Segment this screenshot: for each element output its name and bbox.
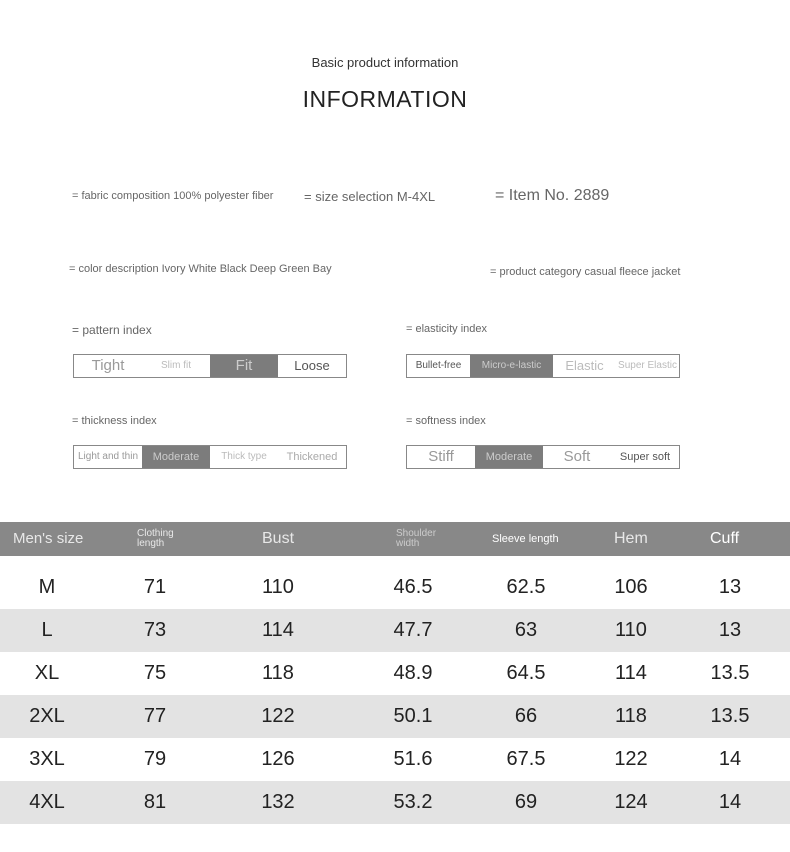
table-cell: 14 [718,791,742,813]
table-cell: 75 [143,662,167,684]
scale-option: Slim fit [161,360,191,371]
table-cell: 106 [614,576,648,598]
column-header: Bust [262,530,295,547]
column-header: Sleeve length [492,533,559,545]
table-row [0,609,790,652]
scale-option: Super Elastic [618,360,677,371]
color-info: = color description Ivory White Black Deep Green Bay [69,263,332,275]
table-cell: 4XL [29,791,65,813]
table-cell: 126 [261,748,295,770]
page-title: INFORMATION [302,86,468,112]
table-cell: 48.9 [393,662,433,684]
scale-option: Tight [91,357,125,374]
table-cell: 46.5 [393,576,433,598]
table-cell: 47.7 [393,619,433,641]
table-cell: 3XL [29,748,65,770]
scale-option: Elastic [565,358,604,373]
scale-option-selected: Micro-e-lastic [470,355,553,377]
table-cell: 67.5 [506,748,546,770]
scale-option: Soft [563,448,591,465]
softness-index-label: = softness index [406,415,486,427]
size-info: = size selection M-4XL [304,189,436,204]
table-cell: 63 [514,619,538,641]
column-header: Clothing length [137,528,174,549]
elasticity-index-scale [406,354,680,378]
scale-option: Super soft [619,451,671,463]
table-cell: 66 [514,705,538,727]
table-cell: 14 [718,748,742,770]
table-cell: 64.5 [506,662,546,684]
scale-option: Loose [294,358,330,373]
scale-option: Thick type [221,451,267,462]
thickness-index-scale [73,445,347,469]
table-cell: 50.1 [393,705,433,727]
scale-option-selected: Moderate [475,446,543,468]
table-cell: 13 [718,619,742,641]
elasticity-index-label: = elasticity index [406,323,488,335]
scale-option-selected: Moderate [142,446,210,468]
category-info: = product category casual fleece jacket [490,266,681,278]
column-header: Cuff [710,530,740,547]
scale-option: Thickened [286,451,338,463]
table-cell: 81 [143,791,167,813]
table-cell: 71 [143,576,167,598]
table-cell: 13 [718,576,742,598]
table-cell: 122 [261,705,295,727]
table-cell: 114 [262,619,294,641]
scale-option: Bullet-free [415,360,462,371]
thickness-index-label: = thickness index [72,415,157,427]
table-row [0,738,790,781]
scale-option: Stiff [428,448,454,465]
table-cell: 2XL [29,705,65,727]
table-cell: 122 [614,748,648,770]
table-row [0,652,790,695]
table-cell: 51.6 [393,748,433,770]
table-cell: 118 [615,705,647,727]
table-cell: 79 [143,748,167,770]
pattern-index-scale [73,354,347,378]
scale-option: Light and thin [77,451,139,462]
table-cell: 110 [262,576,294,598]
pattern-index-label: = pattern index [72,323,152,337]
table-cell: M [38,576,56,598]
table-cell: 124 [614,791,648,813]
fabric-info: = fabric composition 100% polyester fiber [72,190,274,202]
subtitle: Basic product information [311,55,459,70]
table-cell: 132 [261,791,295,813]
softness-index-scale [406,445,680,469]
table-cell: 69 [514,791,538,813]
table-cell: 114 [615,662,647,684]
table-row [0,695,790,738]
table-cell: 73 [143,619,167,641]
table-cell: 77 [143,705,167,727]
table-cell: XL [34,662,60,684]
table-row [0,566,790,609]
table-cell: 53.2 [393,791,433,813]
table-cell: 13.5 [710,662,750,684]
item-number: = Item No. 2889 [495,187,610,204]
table-cell: 118 [262,662,294,684]
column-header: Hem [614,530,648,547]
scale-option-selected: Fit [210,355,278,377]
table-row [0,781,790,824]
table-cell: L [41,619,53,641]
table-cell: 110 [615,619,647,641]
column-header: Shoulder width [396,528,437,549]
table-cell: 13.5 [710,705,750,727]
size-table-header [0,522,790,556]
table-cell: 62.5 [506,576,546,598]
column-header: Men's size [13,530,84,547]
